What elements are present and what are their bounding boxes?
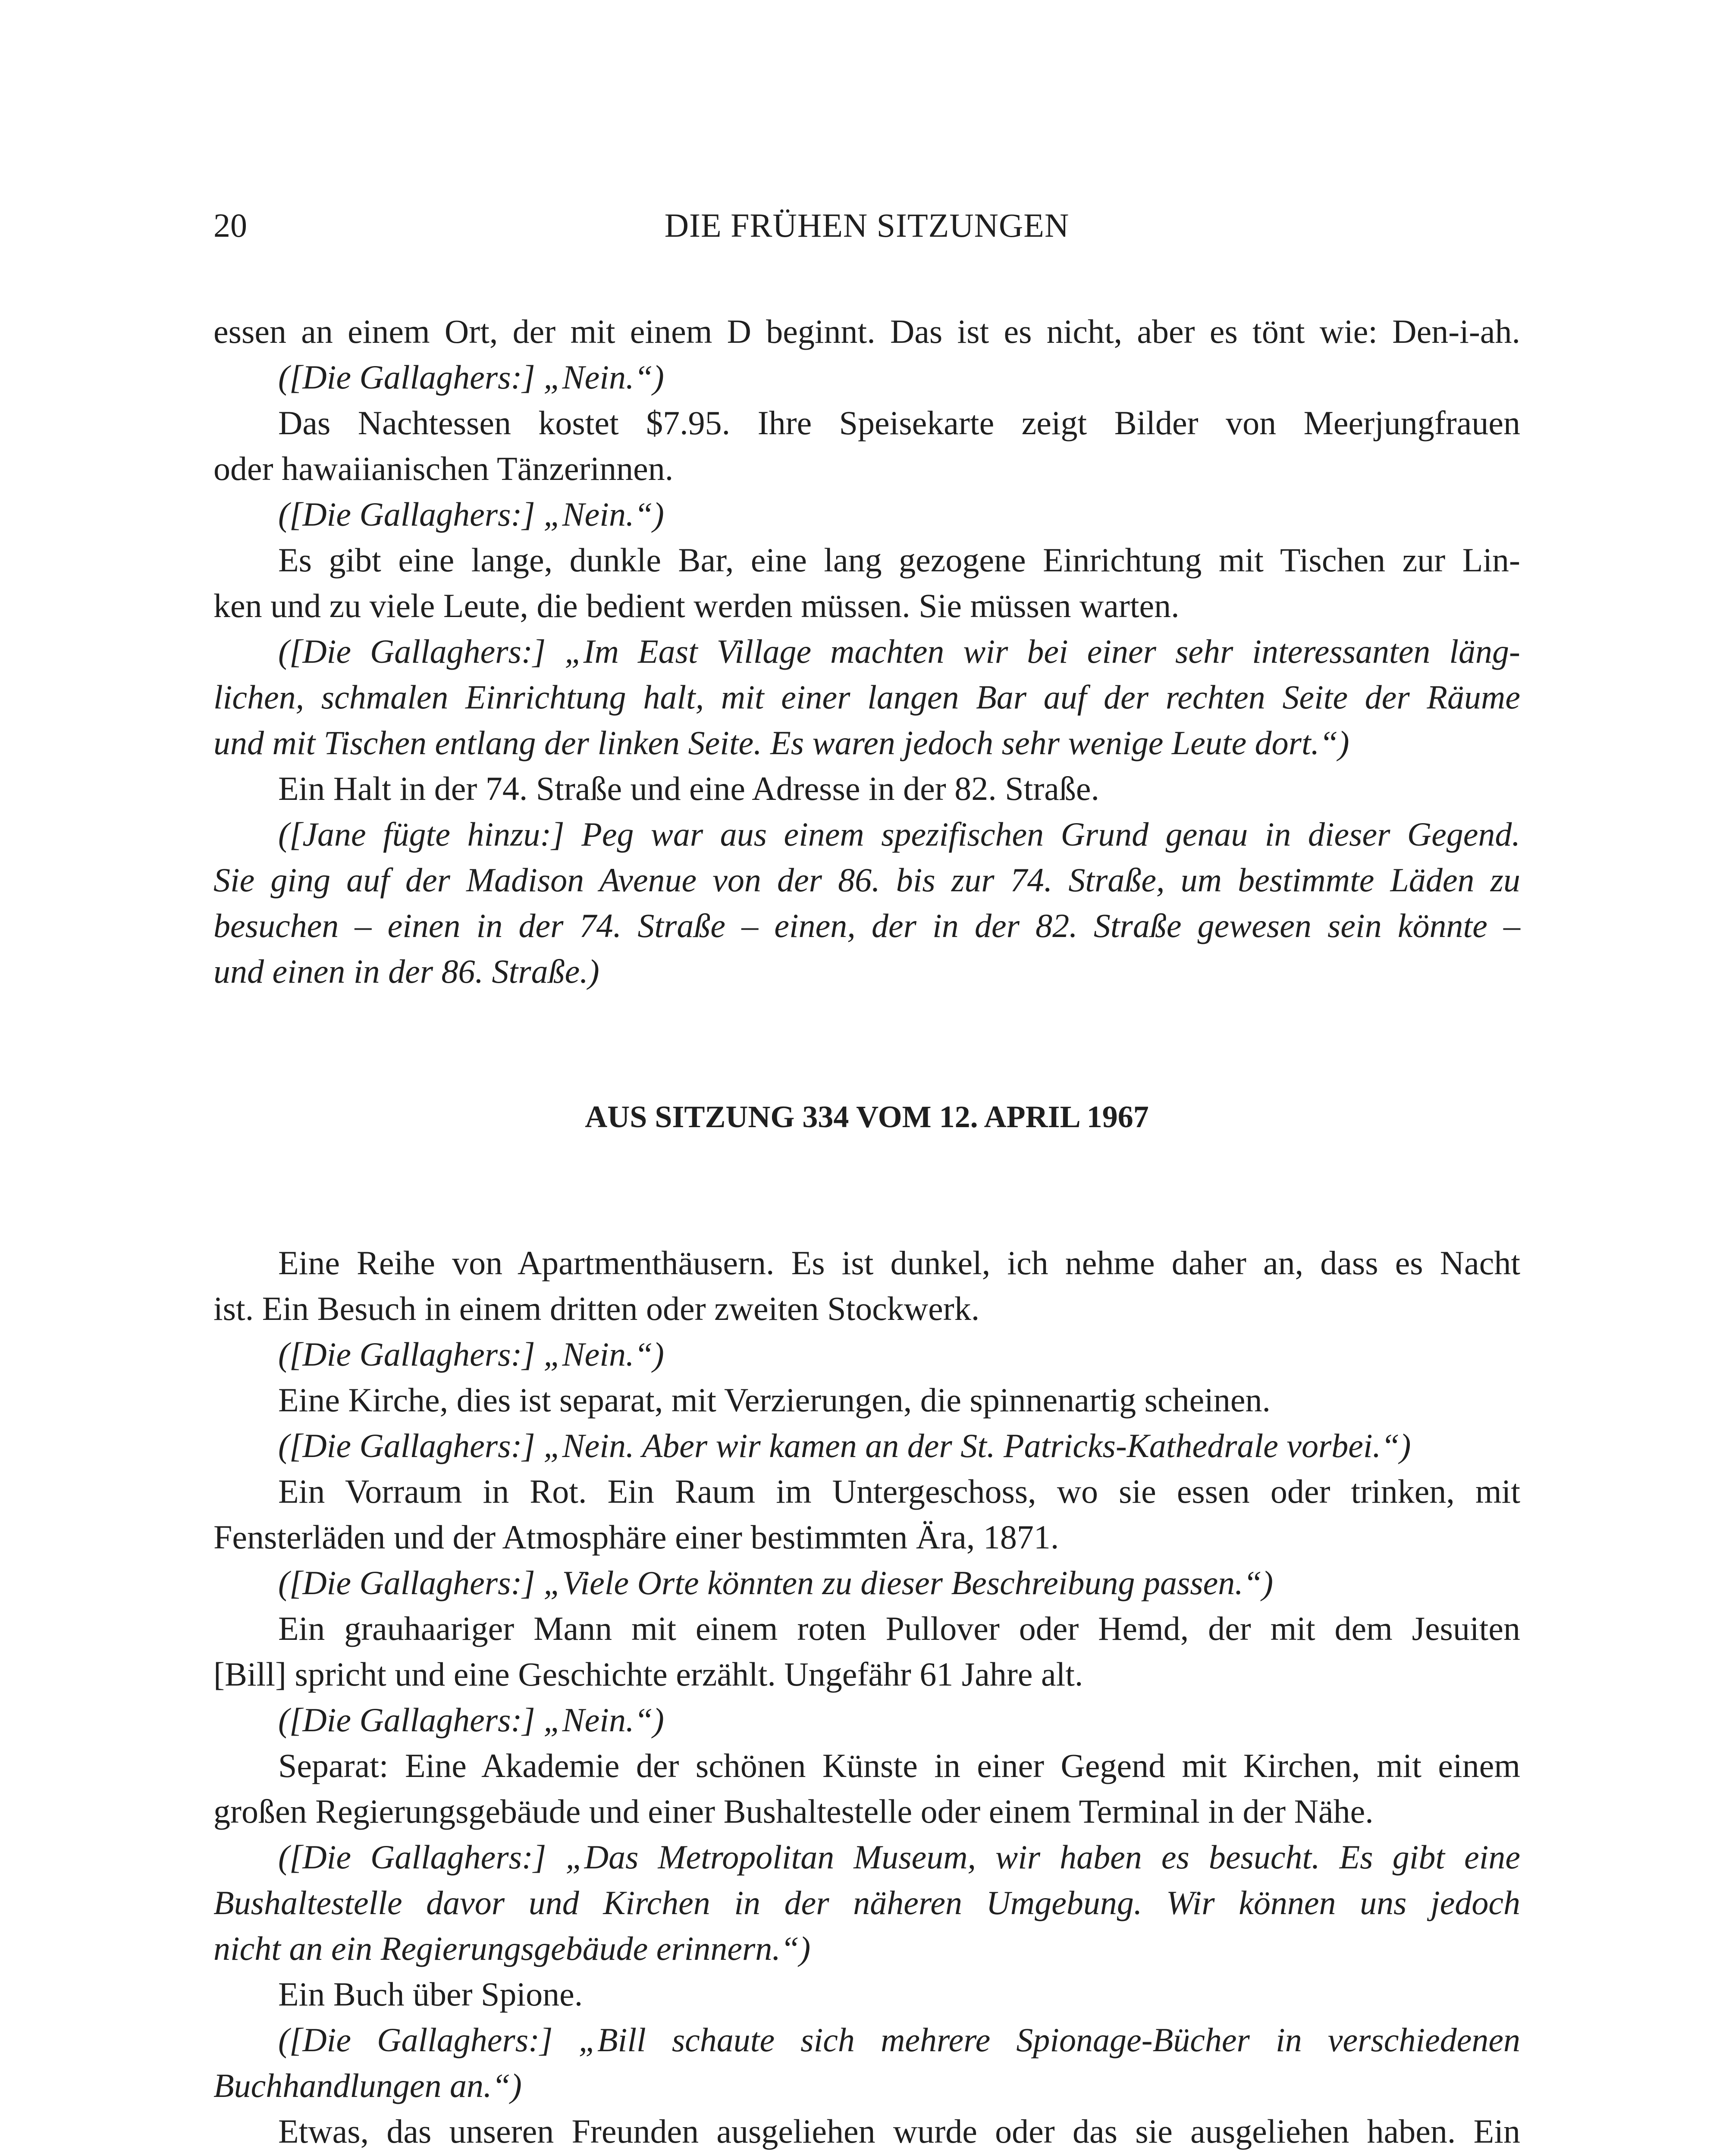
annotation-line: ([Die Gallaghers:] „Im East Village machten wir bei einer sehr interessanten läng-: [278, 633, 1520, 670]
annotation-line: Sie ging auf der Madison Avenue von der 86. bis zur 74. Straße, um bestimmte Läden zu: [213, 861, 1520, 899]
text-line: Eine Reihe von Apartmenthäusern. Es ist dunkel, ich nehme daher an, dass es Nacht: [278, 1244, 1520, 1282]
page-number: 20: [213, 207, 247, 244]
text-line: ist. Ein Besuch in einem dritten oder zweiten Stockwerk.: [213, 1290, 980, 1327]
text-line: großen Regierungsgebäude und einer Bushaltestelle oder einem Terminal in der Nähe.: [213, 1792, 1374, 1830]
text-line: oder hawaiianischen Tänzerinnen.: [213, 450, 674, 487]
annotation-line: ([Die Gallaghers:] „Nein. Aber wir kamen an der St. Patricks-Kathedrale vorbei.“): [278, 1427, 1411, 1464]
text-line: [Bill] spricht und eine Geschichte erzählt. Ungefähr 61 Jahre alt.: [213, 1655, 1083, 1693]
annotation-line: Buchhandlungen an.“): [213, 2067, 522, 2104]
text-line: Ein Buch über Spione.: [278, 1975, 583, 2013]
text-line: Eine Kirche, dies ist separat, mit Verzierungen, die spinnenartig scheinen.: [278, 1381, 1271, 1419]
text-line: Separat: Eine Akademie der schönen Künste in einer Gegend mit Kirchen, mit einem: [278, 1747, 1520, 1784]
annotation-line: ([Die Gallaghers:] „Bill schaute sich mehrere Spionage-Bücher in verschiedenen: [278, 2021, 1520, 2059]
text-line: Ein Halt in der 74. Straße und eine Adresse in der 82. Straße.: [278, 770, 1100, 807]
text-line: [213, 2154, 1520, 2156]
annotation-line: und mit Tischen entlang der linken Seite. Es waren jedoch sehr wenige Leute dort.“): [213, 724, 1349, 761]
text-block-before-heading: [213, 309, 1520, 994]
running-head: [213, 202, 1520, 249]
annotation-line: ([Die Gallaghers:] „Das Metropolitan Museum, wir haben es besucht. Es gibt eine: [278, 1838, 1520, 1876]
running-title: DIE FRÜHEN SITZUNGEN: [664, 207, 1070, 244]
annotation-line: ([Die Gallaghers:] „Nein.“): [278, 1701, 664, 1739]
annotation-line: ([Die Gallaghers:] „Nein.“): [278, 1335, 664, 1373]
text-line: Etwas, das unseren Freunden ausgeliehen wurde oder das sie ausgeliehen haben. Ein: [278, 2112, 1520, 2150]
annotation-line: Bushaltestelle davor und Kirchen in der näheren Umgebung. Wir können uns jedoch: [213, 1884, 1520, 1921]
text-line: Das Nachtessen kostet $7.95. Ihre Speisekarte zeigt Bilder von Meerjungfrauen: [278, 404, 1520, 442]
annotation-line: ([Die Gallaghers:] „Viele Orte könnten zu dieser Beschreibung passen.“): [278, 1564, 1274, 1601]
annotation-line: und einen in der 86. Straße.): [213, 953, 599, 990]
text-line: Ein grauhaariger Mann mit einem roten Pullover oder Hemd, der mit dem Jesuiten: [278, 1610, 1520, 1647]
annotation-line: lichen, schmalen Einrichtung halt, mit einer langen Bar auf der rechten Seite der Räume: [213, 678, 1520, 716]
annotation-line: ([Die Gallaghers:] „Nein.“): [278, 358, 664, 396]
annotation-line: nicht an ein Regierungsgebäude erinnern.“): [213, 1930, 811, 1967]
text-block-session-334: [213, 1240, 1520, 2156]
text-line: Fensterläden und der Atmosphäre einer bestimmten Ära, 1871.: [213, 1518, 1059, 1556]
text-line: Ein Vorraum in Rot. Ein Raum im Untergeschoss, wo sie essen oder trinken, mit: [278, 1473, 1520, 1510]
annotation-line: ([Die Gallaghers:] „Nein.“): [278, 495, 664, 533]
section-heading: AUS SITZUNG 334 VOM 12. APRIL 1967: [585, 1100, 1149, 1134]
annotation-line: ([Jane fügte hinzu:] Peg war aus einem spezifischen Grund genau in dieser Gegend.: [278, 815, 1520, 853]
text-line: essen an einem Ort, der mit einem D beginnt. Das ist es nicht, aber es tönt wie: Den-i-ah.: [213, 313, 1520, 350]
text-line: ken und zu viele Leute, die bedient werden müssen. Sie müssen warten.: [213, 587, 1180, 624]
annotation-line: besuchen – einen in der 74. Straße – einen, der in der 82. Straße gewesen sein könnte –: [213, 907, 1520, 944]
text-line: Es gibt eine lange, dunkle Bar, eine lang gezogene Einrichtung mit Tischen zur Lin-: [278, 541, 1520, 579]
